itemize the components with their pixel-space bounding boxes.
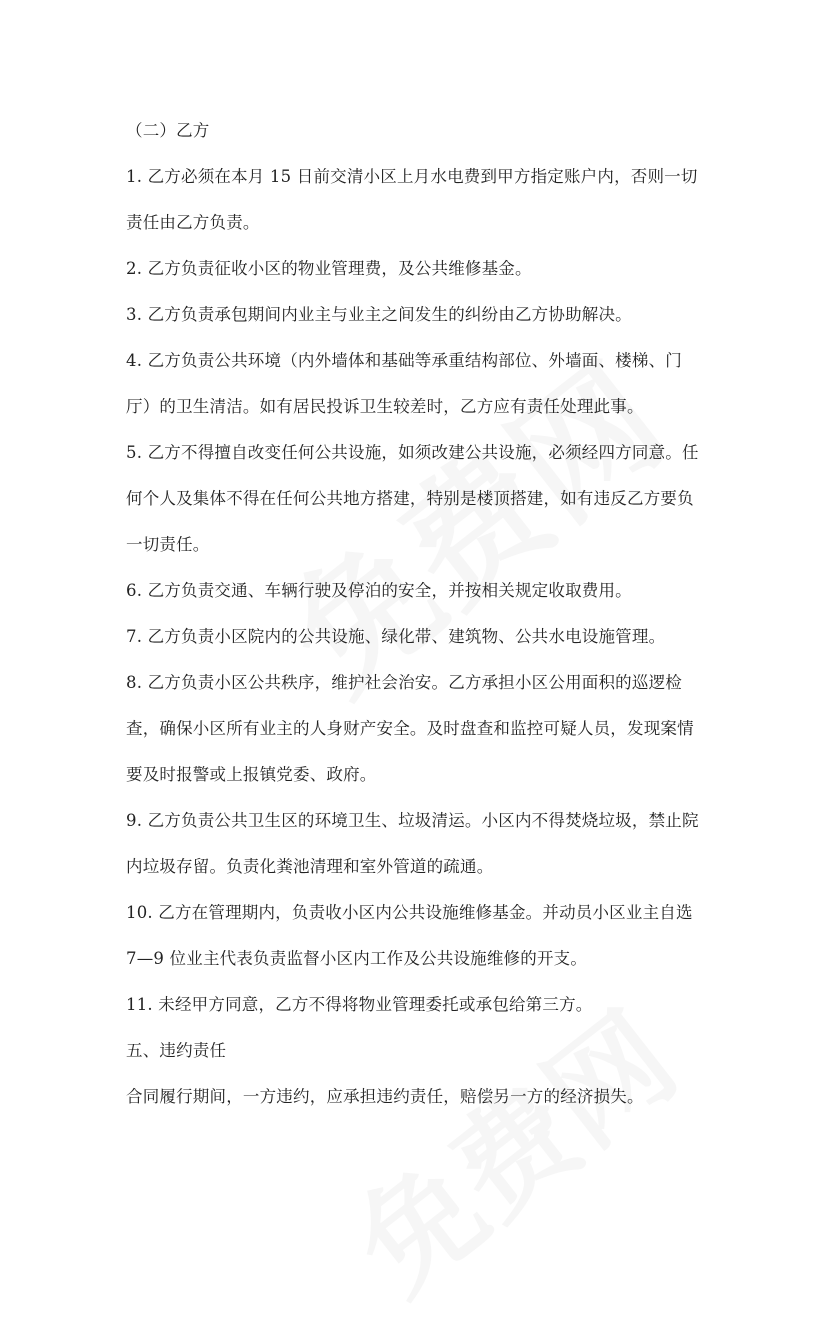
clause-line: 内垃圾存留。负责化粪池清理和室外管道的疏通。 xyxy=(126,857,494,876)
section-heading: 五、违约责任 xyxy=(126,1041,227,1060)
paragraph-line: 合同履行期间，一方违约，应承担违约责任，赔偿另一方的经济损失。 xyxy=(126,1087,644,1106)
clause-line: 7—9 位业主代表负责监督小区内工作及公共设施维修的开支。 xyxy=(126,949,588,968)
clause-line: 8. 乙方负责小区公共秩序，维护社会治安。乙方承担小区公用面积的巡逻检 xyxy=(126,673,682,692)
clause-line: 2. 乙方负责征收小区的物业管理费，及公共维修基金。 xyxy=(126,259,532,278)
clause-line: 责任由乙方负责。 xyxy=(126,213,260,232)
clause-line: 6. 乙方负责交通、车辆行驶及停泊的安全，并按相关规定收取费用。 xyxy=(126,581,632,600)
clause-line: 5. 乙方不得擅自改变任何公共设施，如须改建公共设施，必须经四方同意。任 xyxy=(126,443,699,462)
clause-line: 10. 乙方在管理期内，负责收小区内公共设施维修基金。并动员小区业主自选 xyxy=(126,903,693,922)
clause-line: 一切责任。 xyxy=(126,535,210,554)
clause-line: 1. 乙方必须在本月 15 日前交清小区上月水电费到甲方指定账户内，否则一切 xyxy=(126,167,698,186)
clause-line: 厅）的卫生清洁。如有居民投诉卫生较差时，乙方应有责任处理此事。 xyxy=(126,397,644,416)
clause-line: 要及时报警或上报镇党委、政府。 xyxy=(126,765,377,784)
section-heading: （二）乙方 xyxy=(126,121,210,140)
clause-line: 9. 乙方负责公共卫生区的环境卫生、垃圾清运。小区内不得焚烧垃圾，禁止院 xyxy=(126,811,699,830)
clause-line: 11. 未经甲方同意，乙方不得将物业管理委托或承包给第三方。 xyxy=(126,995,593,1014)
clause-line: 4. 乙方负责公共环境（内外墙体和基础等承重结构部位、外墙面、楼梯、门 xyxy=(126,351,682,370)
clause-line: 查，确保小区所有业主的人身财产安全。及时盘查和监控可疑人员，发现案情 xyxy=(126,719,694,738)
clause-line: 何个人及集体不得在任何公共地方搭建，特别是楼顶搭建，如有违反乙方要负 xyxy=(126,489,694,508)
clause-line: 3. 乙方负责承包期间内业主与业主之间发生的纠纷由乙方协助解决。 xyxy=(126,305,632,324)
clause-line: 7. 乙方负责小区院内的公共设施、绿化带、建筑物、公共水电设施管理。 xyxy=(126,627,666,646)
document-body xyxy=(126,108,716,1120)
